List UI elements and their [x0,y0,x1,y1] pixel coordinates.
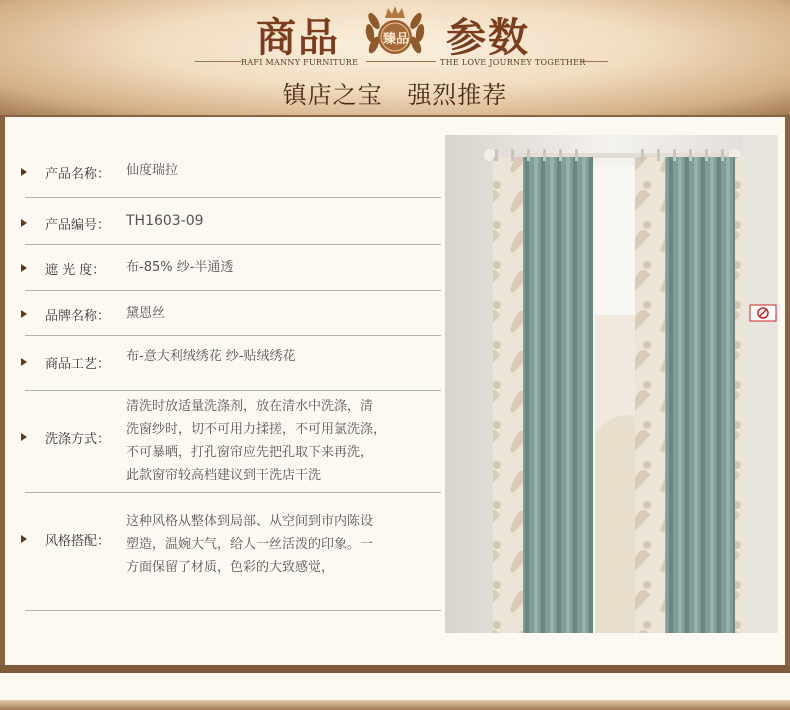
divider-line-left-outer [195,61,241,62]
param-value: 布-85% 纱-半通透 [126,260,234,275]
param-value: 黛恩丝 [126,306,166,321]
param-value-line: 不可暴晒，打孔窗帘应先把孔取下来再洗， [126,445,374,460]
bullet-arrow-icon [21,264,27,272]
param-row-name [25,147,441,198]
param-value-line: 洗窗纱时，切不可用力揉搓，不可用氯洗涤， [126,422,387,437]
subtitle-right: THE LOVE JOURNEY TOGETHER [440,58,586,67]
divider-line-left-inner [366,61,436,62]
curtain-product-photo [445,135,778,633]
param-row-style [25,492,441,611]
param-value-line: 方面保留了材质，色彩的大致感觉， [126,560,335,575]
param-value: TH1603-09 [126,213,204,229]
param-label: 风格搭配： [45,534,111,549]
param-value-multiline [126,510,446,579]
emblem-label: 臻品 [382,32,409,47]
param-row-washing [25,390,441,493]
bottom-border-dark [0,665,790,673]
param-row-shading [25,244,441,291]
param-value: 布-意大利绒绣花 纱-贴绒绣花 [126,349,296,364]
param-label: 产品名称： [45,167,111,182]
param-label: 商品工艺： [45,357,111,372]
header-banner [0,0,790,115]
param-row-code [25,197,441,245]
param-label: 产品编号： [45,218,111,233]
param-value: 仙度瑞拉 [126,163,179,178]
param-value-line: 塑造，温婉大气，给人一丝活泼的印象。一 [126,537,374,552]
param-row-brand [25,290,441,336]
param-value-multiline [126,395,446,487]
bullet-arrow-icon [21,358,27,366]
param-row-craft [25,335,441,391]
param-label: 品牌名称： [45,309,111,324]
param-value-line: 这种风格从整体到局部、从空间到市内陈设 [126,514,374,529]
slogan [0,75,790,110]
param-label: 遮 光 度： [45,263,106,278]
slogan-left: 镇店之宝 [282,81,383,109]
param-label: 洗涤方式： [45,432,111,447]
param-value-line: 清洗时放适量洗涤剂，放在清水中洗涤，清 [126,399,374,414]
bullet-arrow-icon [21,168,27,176]
bullet-arrow-icon [21,535,27,543]
param-value-line: 此款窗帘较高档建议到干洗店干洗 [126,468,322,483]
bullet-arrow-icon [21,310,27,318]
curtain-illustration [445,135,778,633]
no-smoking-sign-icon [750,305,776,321]
bottom-border-gradient [0,700,790,710]
bullet-arrow-icon [21,433,27,441]
bullet-arrow-icon [21,219,27,227]
title-left: 商品 [256,14,340,61]
subtitle-left: RAFI MANNY FURNITURE [241,58,359,67]
title-right: 参数 [446,14,530,61]
slogan-right: 强烈推荐 [407,81,508,109]
bottom-spacer [0,673,790,700]
